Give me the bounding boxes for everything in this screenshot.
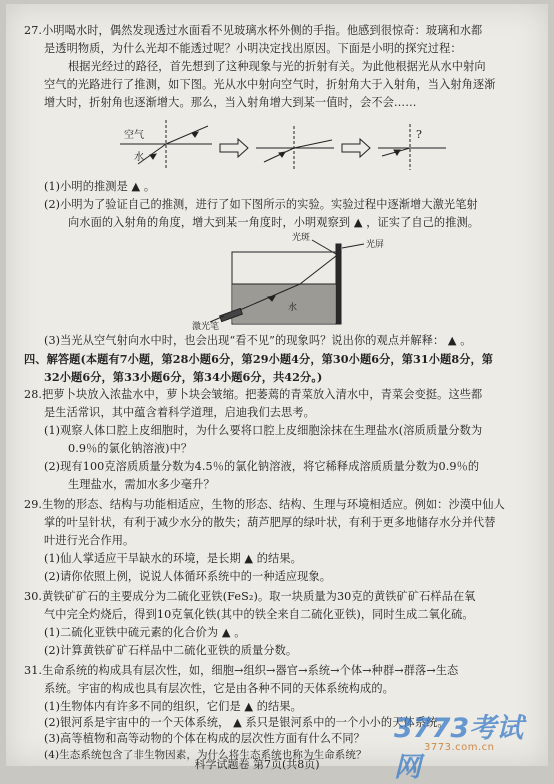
text-line: 向水面的入射角的角度，增大到某一角度时，小明观察到 ▲ ，证实了自己的推测。 bbox=[68, 216, 480, 229]
text-line: 掌的叶呈针状，有利于减少水分的散失；葫芦肥厚的绿叶状，有利于更多地储存水分并代替 bbox=[44, 516, 496, 529]
text-line: (2)银河系是宇宙中的一个天体系统， ▲ 系只是银河系中的一个小小的天体系统。 bbox=[44, 716, 449, 729]
section-heading: 四、解答题(本题有7小题，第28小题6分，第29小题4分，第30小题6分，第31小题8分，第 bbox=[24, 352, 494, 366]
exam-page bbox=[6, 4, 548, 783]
text-line: 系统。宇宙的构成也具有层次性，它是由各种不同的天体系统构成的。 bbox=[44, 682, 394, 695]
text-line: (1)二硫化亚铁中硫元素的化合价为 ▲ 。 bbox=[44, 626, 246, 639]
watermark-url: 3773.com.cn bbox=[424, 742, 495, 753]
question-mark: ? bbox=[416, 128, 422, 141]
text-line: (1)观察人体口腔上皮细胞时，为什么要将口腔上皮细胞涂抹在生理盐水(溶质质量分数为 bbox=[44, 424, 483, 437]
question-27-3: (3)当光从空气射向水中时，也会出现“看不见”的现象吗？说出你的观点并解释： ▲ 。 bbox=[44, 334, 472, 347]
text-line: 增大时，折射角也逐渐增大。那么，当入射角增大到某一值时，会不会…… bbox=[44, 96, 417, 109]
refraction-diagram bbox=[92, 116, 452, 176]
text-line: 叶进行光合作用。 bbox=[44, 534, 135, 547]
text-line: 根据光经过的路径，首先想到了这种现象与光的折射有关。为此他根据光从水中射向 bbox=[68, 60, 486, 73]
tank-water-label: 水 bbox=[288, 303, 298, 313]
text-line: 空气的光路进行了推测，如下图。光从水中射向空气时，折射角大于入射角，当入射角逐渐 bbox=[44, 78, 496, 91]
text-line: (1)仙人掌适应干旱缺水的环境，是长期 ▲ 的结果。 bbox=[44, 552, 302, 565]
text-line: 是生活常识，其中蕴含着科学道理，启迪我们去思考。 bbox=[44, 406, 315, 419]
question-27-1: (1)小明的推测是 ▲ 。 bbox=[44, 180, 156, 193]
screen-label: 光屏 bbox=[366, 240, 385, 250]
laser-label: 激光笔 bbox=[192, 322, 220, 332]
section-heading: 32小题6分，第33小题6分，第34小题6分，共42分。) bbox=[44, 370, 323, 384]
text-line: 0.9％的氯化钠溶液)中？ bbox=[68, 442, 193, 455]
question-30: 30.黄铁矿矿石的主要成分为二硫化亚铁(FeS₂)。取一块质量为30克的黄铁矿矿石样品在氧 bbox=[24, 590, 476, 603]
text-line: (1)生物体内有许多不同的组织，它们是 ▲ 的结果。 bbox=[44, 700, 302, 713]
text-line: (4)生态系统包含了非生物因素，为什么将生态系统也称为生命系统？ bbox=[44, 749, 367, 761]
text-line: 是透明物质，为什么光却不能透过呢？小明决定找出原因。下面是小明的探究过程： bbox=[44, 42, 462, 55]
text-line: (2)小明为了验证自己的推测，进行了如下图所示的实验。实验过程中逐渐增大激光笔射 bbox=[44, 198, 478, 211]
laser-experiment-diagram bbox=[192, 230, 422, 330]
text-line: (2)现有100克溶质质量分数为4.5％的氯化钠溶液，将它稀释成溶质质量分数为0.9％的 bbox=[44, 460, 480, 473]
text-line: 气中完全灼烧后，得到10克氧化铁(其中的铁全来自二硫化亚铁)，同时生成二氧化硫。 bbox=[44, 608, 474, 621]
question-31: 31.生命系统的构成具有层次性，如，细胞→组织→器官→系统→个体→种群→群落→生态 bbox=[24, 664, 459, 677]
text-line: 生理盐水，需加水多少毫升？ bbox=[68, 478, 215, 491]
page-footer: 科学试题卷 第7页(共8页) bbox=[194, 758, 320, 771]
question-28: 28.把萝卜块放入浓盐水中，萝卜块会皱缩。把萎蔫的青菜放入清水中，青菜会变挺。这些都 bbox=[24, 388, 483, 401]
water-label: 水 bbox=[134, 152, 144, 163]
text-line: (3)高等植物和高等动物的个体在构成的层次性方面有什么不同？ bbox=[44, 732, 365, 745]
text-line: (2)计算黄铁矿矿石样品中二硫化亚铁的质量分数。 bbox=[44, 644, 298, 657]
watermark bbox=[394, 706, 544, 783]
question-29: 29.生物的形态、结构与功能相适应，生物的形态、结构、生理与环境相适应。例如：沙漠中仙人 bbox=[24, 498, 505, 511]
light-spot-label: 光斑 bbox=[292, 233, 311, 243]
text-line: (2)请你依照上例，说说人体循环系统中的一种适应现象。 bbox=[44, 570, 332, 583]
watermark-logo: 3773考试网 bbox=[394, 713, 524, 783]
air-label: 空气 bbox=[124, 130, 144, 141]
text-line: 27.小明喝水时，偶然发现透过水面看不见玻璃水杯外侧的手指。他感到很惊奇：玻璃和水都 bbox=[24, 24, 483, 37]
